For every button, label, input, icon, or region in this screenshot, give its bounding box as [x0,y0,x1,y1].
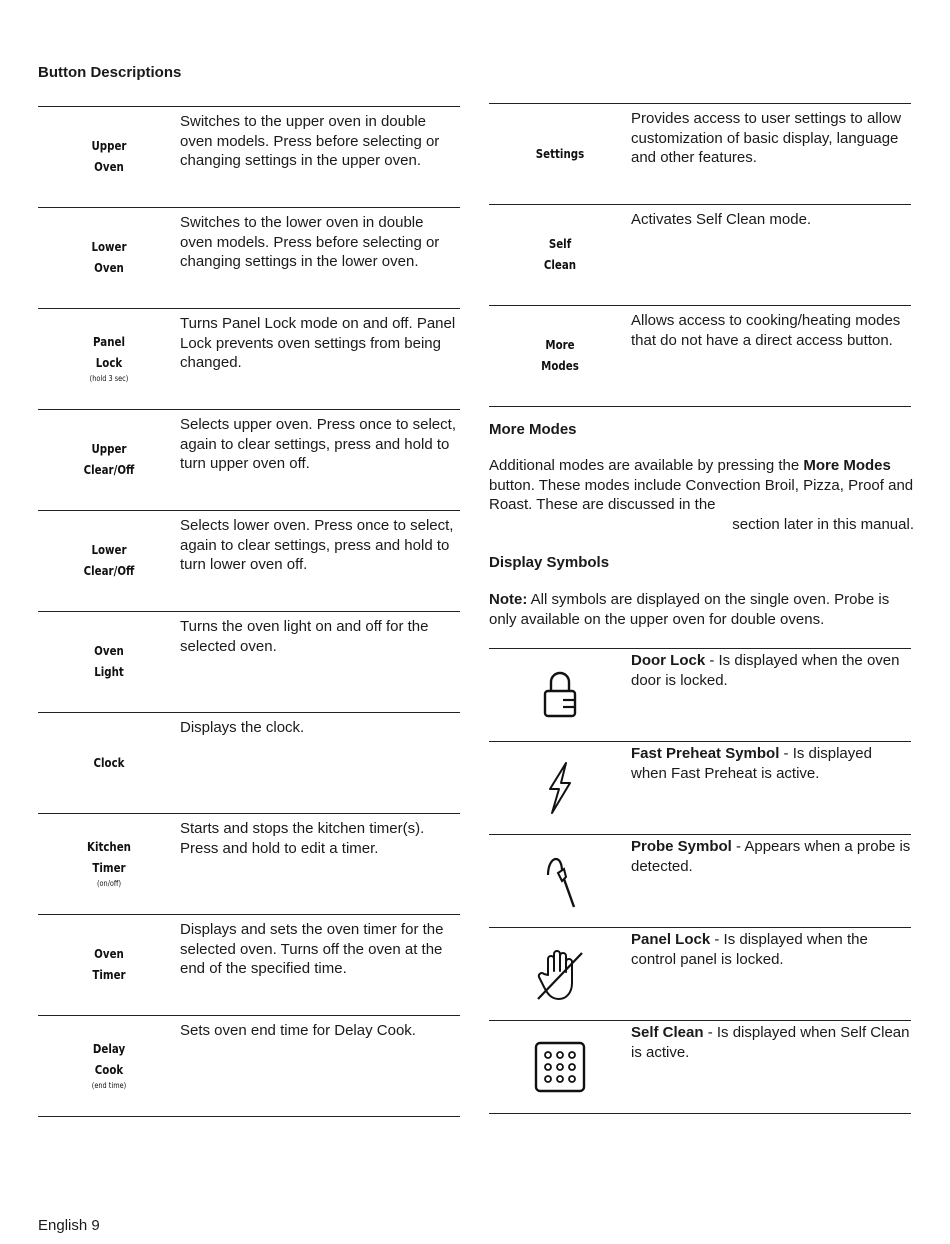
button-description: Selects upper oven. Press once to select, again to clear settings, press and hold to turn upper oven off. [180,416,456,473]
table-row [489,648,911,741]
upper-clear-off-button-label: Upper Clear/Off [83,441,135,477]
table-row [38,1015,460,1117]
probe-icon [538,851,582,911]
kitchen-timer-button-label: Kitchen Timer (on/off) [87,838,131,889]
panel-lock-button-label: Panel Lock (hold 3 sec) [89,333,129,384]
more-modes-paragraph: Additional modes are available by pressing the More Modes button. These modes include Convection Broil, Pizza, Proof and Roast. These are discussed in the section later in this manual. [489,457,914,533]
lightning-bolt-icon [540,759,580,817]
button-description: Activates Self Clean mode. [631,211,812,228]
table-row [38,712,460,813]
lower-oven-button-label: Lower Oven [91,239,127,275]
oven-timer-button-label: Oven Timer [92,946,126,982]
display-symbols-heading: Display Symbols [489,554,610,571]
more-modes-heading: More Modes [489,421,577,438]
symbol-description: Self Clean - Is displayed when Self Clean is active. [631,1024,910,1061]
door-lock-icon [536,667,584,723]
button-description: Selects lower oven. Press once to select, again to clear settings, press and hold to turn lower oven off. [180,517,454,574]
table-row [489,103,911,204]
page-heading: Button Descriptions [38,64,182,81]
button-description: Turns Panel Lock mode on and off. Panel Lock prevents oven settings from being changed. [180,315,456,372]
self-clean-button-label: Self Clean [543,236,577,272]
table-row [38,813,460,914]
symbol-description: Probe Symbol - Appears when a probe is detected. [631,838,911,875]
oven-light-button-label: Oven Light [94,643,124,679]
table-row [38,409,460,510]
more-modes-button-label: More Modes [541,337,579,373]
button-description: Turns the oven light on and off for the selected oven. [180,618,429,655]
button-description: Switches to the upper oven in double oven models. Press before selecting or changing settings in the upper oven. [180,113,440,170]
table-row [489,204,911,305]
symbol-description: Panel Lock - Is displayed when the control panel is locked. [631,931,868,968]
button-description: Displays and sets the oven timer for the selected oven. Turns off the oven at the end of the specified time. [180,921,444,978]
display-symbols-note: Note: All symbols are displayed on the single oven. Probe is only available on the upper oven for double ovens. [489,591,890,628]
symbol-description: Fast Preheat Symbol - Is displayed when Fast Preheat is active. [631,745,872,782]
button-table-left [38,106,460,1117]
button-description: Sets oven end time for Delay Cook. [180,1022,416,1039]
nine-dots-icon [533,1040,587,1094]
more-modes-paragraph-end: section later in this manual. [732,515,914,533]
table-row [38,914,460,1015]
button-description: Starts and stops the kitchen timer(s). Press and hold to edit a timer. [180,820,425,857]
table-row [38,510,460,611]
table-row [489,834,911,927]
page-footer: English 9 [38,1217,100,1234]
table-row [38,308,460,409]
table-row [38,611,460,712]
table-row [489,927,911,1020]
button-description: Switches to the lower oven in double oven models. Press before selecting or changing settings in the lower oven. [180,214,440,271]
symbol-table [489,648,911,1114]
delay-cook-button-label: Delay Cook (end time) [91,1040,127,1091]
button-table-right [489,103,911,407]
crossed-hand-icon [532,945,588,1003]
table-row [489,1020,911,1114]
table-row [489,305,911,407]
lower-clear-off-button-label: Lower Clear/Off [83,542,135,578]
upper-oven-button-label: Upper Oven [91,138,127,174]
symbol-description: Door Lock - Is displayed when the oven door is locked. [631,652,900,689]
button-description: Displays the clock. [180,719,305,736]
table-row [489,741,911,834]
button-description: Allows access to cooking/heating modes that do not have a direct access button. [631,312,901,349]
table-row [38,207,460,308]
clock-button-label: Clock [93,754,125,770]
table-row [38,106,460,207]
button-description: Provides access to user settings to allow customization of basic display, language and other features. [631,110,902,167]
settings-button-label: Settings [535,145,585,161]
